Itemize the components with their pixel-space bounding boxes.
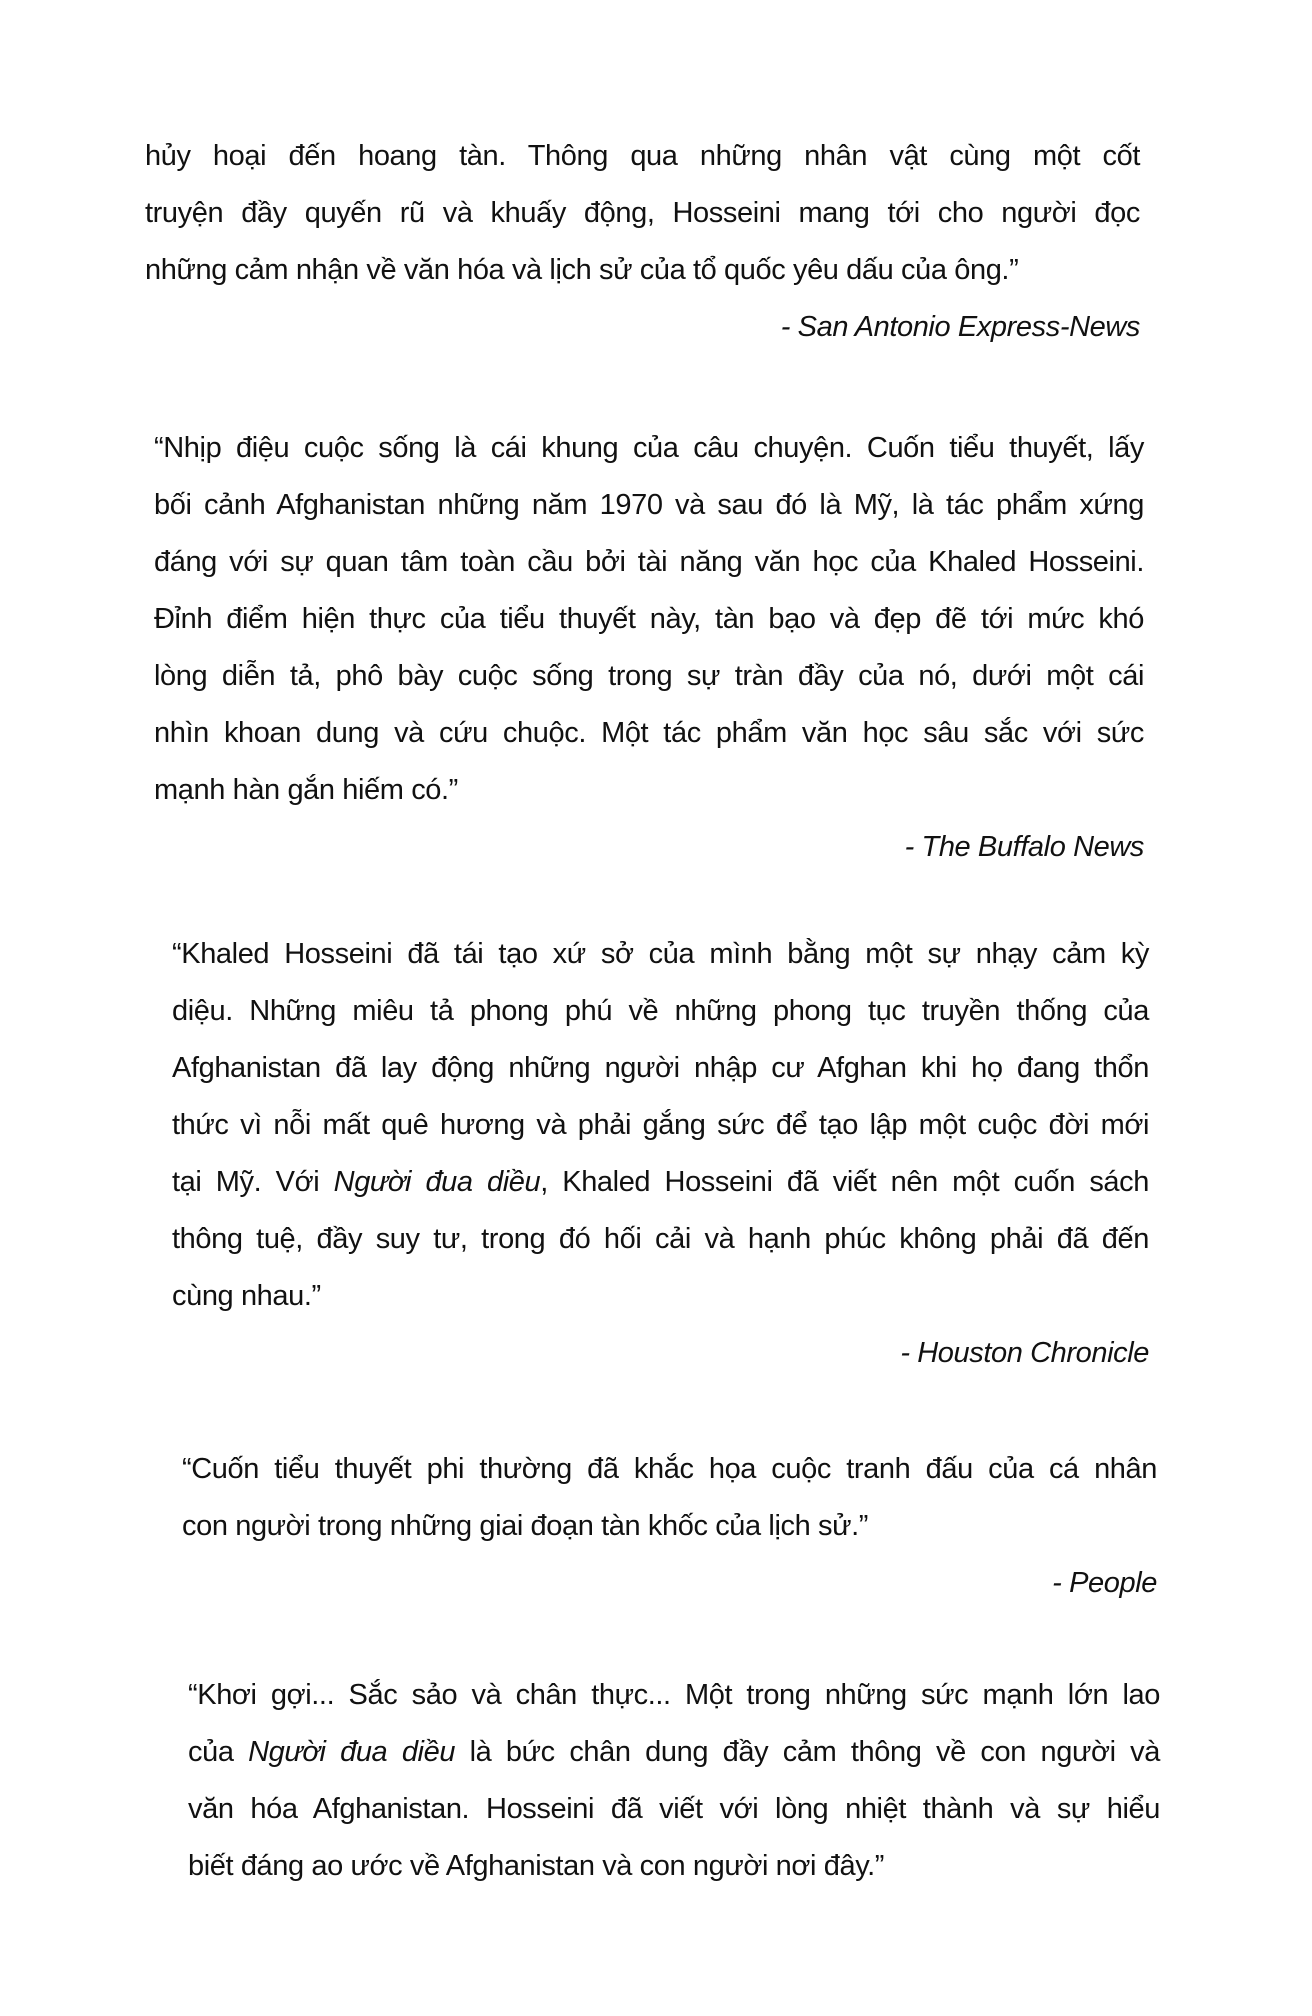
text-segment: đáng với sự quan tâm toàn cầu bởi tài năng văn học của Khaled Hosseini. bbox=[154, 546, 1144, 578]
text-segment: truyện đầy quyến rũ và khuấy động, Hosseini mang tới cho người đọc bbox=[145, 197, 1140, 229]
quote-line bbox=[154, 762, 1144, 819]
text-segment: văn hóa Afghanistan. Hosseini đã viết với lòng nhiệt thành và sự hiểu bbox=[188, 1793, 1160, 1825]
text-segment: hủy hoại đến hoang tàn. Thông qua những nhân vật cùng một cốt bbox=[145, 140, 1140, 172]
quote-line bbox=[172, 1211, 1149, 1268]
quote-line bbox=[172, 1154, 1149, 1211]
text-segment: tại Mỹ. Với bbox=[172, 1166, 334, 1198]
quote-line bbox=[182, 1441, 1157, 1498]
quote-line bbox=[154, 705, 1144, 762]
quote-line bbox=[188, 1838, 1160, 1895]
text-segment: mạnh hàn gắn hiếm có.” bbox=[154, 774, 458, 806]
quote-line bbox=[172, 1097, 1149, 1154]
quote-line bbox=[154, 648, 1144, 705]
text-segment: nhìn khoan dung và cứu chuộc. Một tác phẩm văn học sâu sắc với sức bbox=[154, 717, 1144, 749]
text-segment: diệu. Những miêu tả phong phú về những phong tục truyền thống của bbox=[172, 995, 1149, 1027]
quote-line bbox=[154, 420, 1144, 477]
quote-block bbox=[145, 128, 1140, 356]
quote-line bbox=[145, 128, 1140, 185]
quote-line bbox=[145, 185, 1140, 242]
text-segment: thức vì nỗi mất quê hương và phải gắng sức để tạo lập một cuộc đời mới bbox=[172, 1109, 1149, 1141]
text-segment: những cảm nhận về văn hóa và lịch sử của tổ quốc yêu dấu của ông.” bbox=[145, 254, 1019, 286]
text-segment: “Khơi gợi... Sắc sảo và chân thực... Một trong những sức mạnh lớn lao bbox=[188, 1679, 1160, 1711]
quote-source: - Houston Chronicle bbox=[900, 1337, 1149, 1369]
quote-line bbox=[154, 591, 1144, 648]
quote-source: - The Buffalo News bbox=[904, 831, 1144, 863]
text-segment: , Khaled Hosseini đã viết nên một cuốn sách bbox=[540, 1166, 1149, 1198]
quote-line bbox=[188, 1781, 1160, 1838]
text-segment: Afghanistan đã lay động những người nhập cư Afghan khi họ đang thổn bbox=[172, 1052, 1149, 1084]
text-segment: con người trong những giai đoạn tàn khốc của lịch sử.” bbox=[182, 1510, 869, 1542]
text-segment: bối cảnh Afghanistan những năm 1970 và sau đó là Mỹ, là tác phẩm xứng bbox=[154, 489, 1144, 521]
quote-line bbox=[172, 1268, 1149, 1325]
quote-line bbox=[172, 983, 1149, 1040]
quote-line bbox=[172, 1040, 1149, 1097]
text-segment: “Cuốn tiểu thuyết phi thường đã khắc họa cuộc tranh đấu của cá nhân bbox=[182, 1453, 1157, 1485]
quote-block bbox=[172, 926, 1149, 1382]
quote-line bbox=[154, 534, 1144, 591]
text-segment: “Khaled Hosseini đã tái tạo xứ sở của mình bằng một sự nhạy cảm kỳ bbox=[172, 938, 1149, 970]
quote-line bbox=[172, 926, 1149, 983]
book-title: Người đua diều bbox=[248, 1736, 456, 1768]
quote-line bbox=[154, 477, 1144, 534]
text-segment: là bức chân dung đầy cảm thông về con người và bbox=[455, 1736, 1160, 1768]
text-segment: Đỉnh điểm hiện thực của tiểu thuyết này, tàn bạo và đẹp đẽ tới mức khó bbox=[154, 603, 1144, 635]
quote-line bbox=[188, 1724, 1160, 1781]
text-segment: “Nhịp điệu cuộc sống là cái khung của câu chuyện. Cuốn tiểu thuyết, lấy bbox=[154, 432, 1144, 464]
quote-line bbox=[145, 242, 1140, 299]
quote-line bbox=[182, 1498, 1157, 1555]
text-segment: của bbox=[188, 1736, 249, 1768]
quote-block bbox=[154, 420, 1144, 876]
quote-line bbox=[188, 1667, 1160, 1724]
quote-block bbox=[188, 1667, 1160, 1895]
quote-source: - People bbox=[1052, 1567, 1157, 1599]
text-segment: cùng nhau.” bbox=[172, 1280, 321, 1312]
quote-source: - San Antonio Express-News bbox=[780, 311, 1140, 343]
text-segment: thông tuệ, đầy suy tư, trong đó hối cải và hạnh phúc không phải đã đến bbox=[172, 1223, 1149, 1255]
text-segment: biết đáng ao ước về Afghanistan và con người nơi đây.” bbox=[188, 1850, 885, 1882]
quote-block bbox=[182, 1441, 1157, 1612]
text-segment: lòng diễn tả, phô bày cuộc sống trong sự tràn đầy của nó, dưới một cái bbox=[154, 660, 1144, 692]
book-title: Người đua diều bbox=[333, 1166, 541, 1198]
